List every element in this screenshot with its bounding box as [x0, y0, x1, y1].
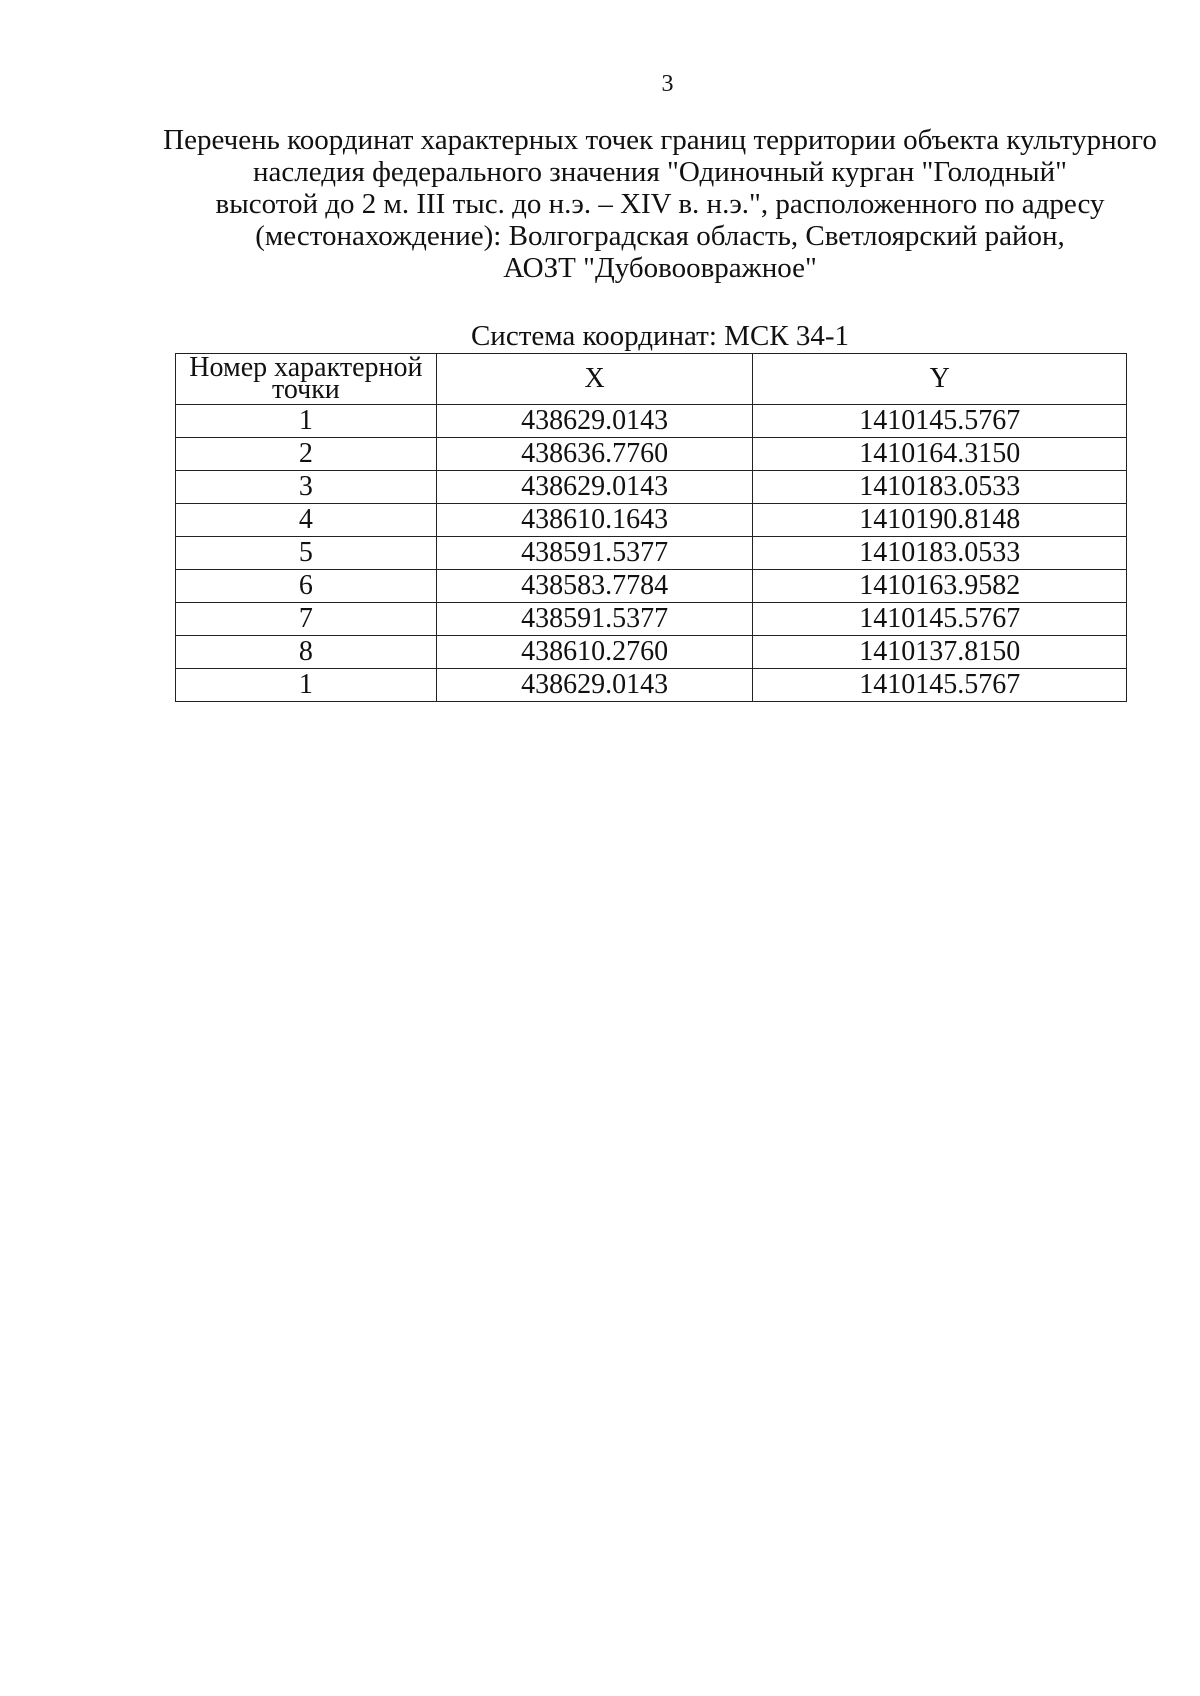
- cell-point: 6: [176, 570, 437, 603]
- table-row: [176, 537, 1127, 570]
- cell-point: 3: [176, 471, 437, 504]
- title-line: наследия федерального значения "Одиночный курган "Голодный": [253, 156, 1067, 188]
- coordinate-system-caption: Система координат: МСК 34-1: [470, 320, 850, 352]
- cell-point: 1: [176, 405, 437, 438]
- cell-x: 438629.0143: [436, 471, 753, 504]
- table-row: [176, 438, 1127, 471]
- cell-x: 438629.0143: [436, 669, 753, 702]
- cell-point: 5: [176, 537, 437, 570]
- cell-point: 1: [176, 669, 437, 702]
- header-point-number: Номер характерной точки: [176, 354, 437, 405]
- table-row: [176, 504, 1127, 537]
- coordinates-table: [175, 353, 1127, 702]
- table-row: [176, 405, 1127, 438]
- cell-y: 1410145.5767: [753, 669, 1127, 702]
- header-y: Y: [753, 354, 1127, 405]
- cell-point: 7: [176, 603, 437, 636]
- cell-y: 1410145.5767: [753, 405, 1127, 438]
- cell-y: 1410190.8148: [753, 504, 1127, 537]
- title-line: высотой до 2 м. III тыс. до н.э. – XIV в. н.э.", расположенного по адресу: [215, 188, 1105, 220]
- document-title: [160, 124, 1160, 284]
- cell-x: 438629.0143: [436, 405, 753, 438]
- table-row: [176, 636, 1127, 669]
- title-line: Перечень координат характерных точек границ территории объекта культурного: [163, 124, 1157, 156]
- cell-x: 438591.5377: [436, 537, 753, 570]
- cell-y: 1410163.9582: [753, 570, 1127, 603]
- cell-y: 1410183.0533: [753, 537, 1127, 570]
- cell-point: 2: [176, 438, 437, 471]
- cell-y: 1410183.0533: [753, 471, 1127, 504]
- cell-x: 438610.2760: [436, 636, 753, 669]
- cell-y: 1410164.3150: [753, 438, 1127, 471]
- title-line: (местонахождение): Волгоградская область, Светлоярский район,: [255, 220, 1065, 252]
- cell-point: 8: [176, 636, 437, 669]
- table-row: [176, 603, 1127, 636]
- cell-x: 438636.7760: [436, 438, 753, 471]
- cell-y: 1410145.5767: [753, 603, 1127, 636]
- table-row: [176, 669, 1127, 702]
- cell-x: 438591.5377: [436, 603, 753, 636]
- table-row: [176, 471, 1127, 504]
- title-line: АОЗТ "Дубовоовражное": [503, 252, 817, 284]
- cell-point: 4: [176, 504, 437, 537]
- table-header-row: [176, 354, 1127, 405]
- cell-y: 1410137.8150: [753, 636, 1127, 669]
- cell-x: 438610.1643: [436, 504, 753, 537]
- page-number: 3: [661, 71, 674, 97]
- header-x: X: [436, 354, 753, 405]
- table-row: [176, 570, 1127, 603]
- cell-x: 438583.7784: [436, 570, 753, 603]
